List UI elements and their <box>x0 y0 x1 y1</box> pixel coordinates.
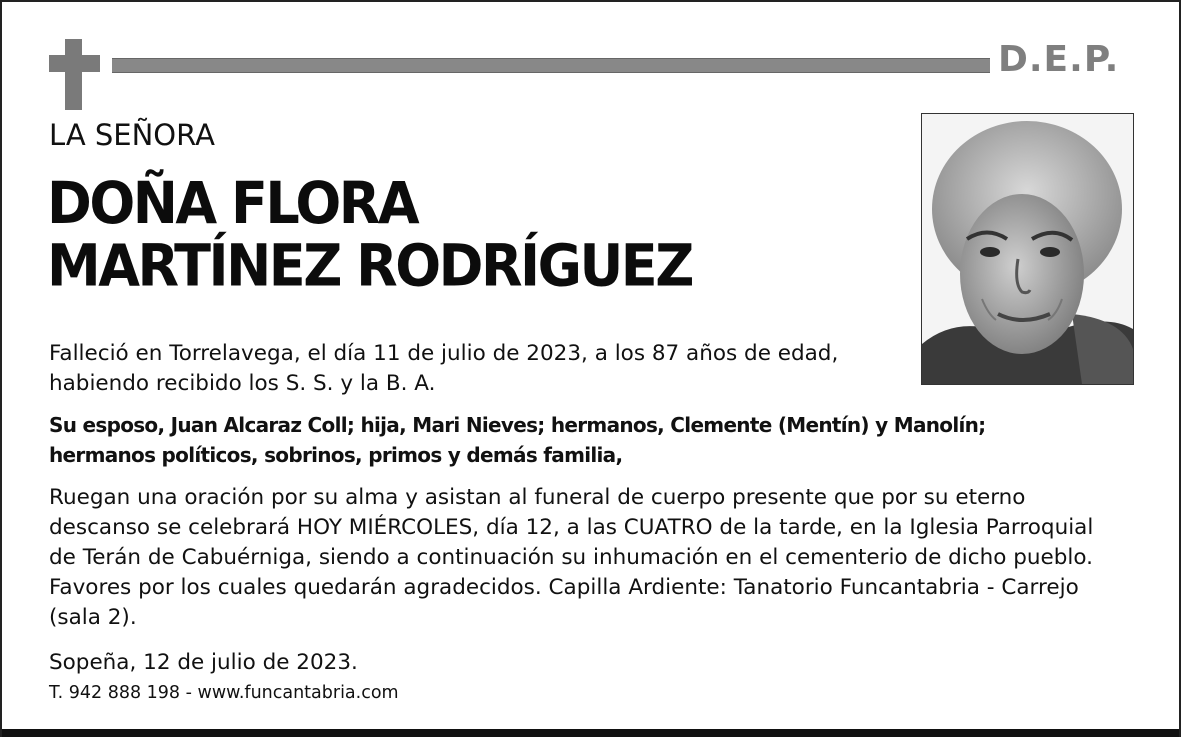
portrait-illustration <box>922 114 1133 384</box>
cross-icon-arm <box>49 55 100 72</box>
place-date: Sopeña, 12 de julio de 2023. <box>49 650 358 675</box>
deceased-name <box>47 168 692 300</box>
name-line-1: DOÑA FLORA <box>47 168 418 237</box>
contact-info: T. 942 888 198 - www.funcantabria.com <box>49 683 399 703</box>
request-line: de Terán de Cabuérniga, siendo a continuación su inhumación en el cementerio de dicho pueblo. <box>49 545 1093 570</box>
request-line: (sala 2). <box>49 605 137 630</box>
bottom-border <box>2 729 1179 737</box>
request-line: descanso se celebrará HOY MIÉRCOLES, día 12, a las CUATRO de la tarde, en la Iglesia Parroquial <box>49 515 1094 540</box>
title-prefix: LA SEÑORA <box>49 118 215 152</box>
cross-icon <box>65 39 82 110</box>
death-notice-line: habiendo recibido los S. S. y la B. A. <box>49 371 436 396</box>
name-line-2: MARTÍNEZ RODRÍGUEZ <box>47 231 692 300</box>
request-line: Ruegan una oración por su alma y asistan al funeral de cuerpo presente que por su eterno <box>49 485 1026 510</box>
header-rule <box>112 58 990 73</box>
death-notice-line: Falleció en Torrelavega, el día 11 de julio de 2023, a los 87 años de edad, <box>49 341 839 366</box>
family-line: Su esposo, Juan Alcaraz Coll; hija, Mari Nieves; hermanos, Clemente (Mentín) y Manolín; <box>49 413 986 437</box>
funeral-request-paragraph <box>49 483 1149 633</box>
request-line: Favores por los cuales quedarán agradecidos. Capilla Ardiente: Tanatorio Funcantabria - Carrejo <box>49 575 1079 600</box>
family-line: hermanos políticos, sobrinos, primos y demás familia, <box>49 443 623 467</box>
family-paragraph <box>49 410 1129 470</box>
dep-label: D.E.P. <box>998 39 1120 80</box>
death-notice-paragraph <box>49 339 909 399</box>
portrait-photo <box>921 113 1134 385</box>
